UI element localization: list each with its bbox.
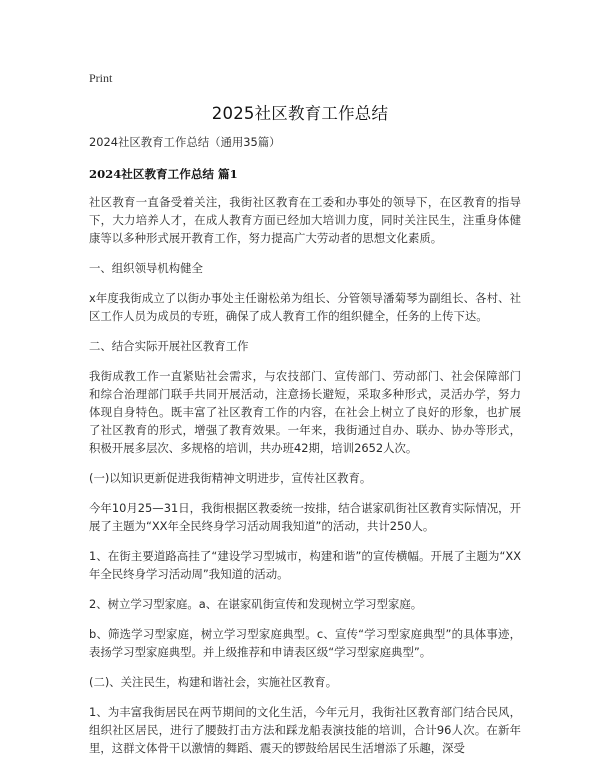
paragraph-culture: 1、为丰富我街居民在两节期间的文化生活，今年元月，我街社区教育部门结合民风，组织社区居民，进行了腰鼓打击方法和踩龙船表演技能的培训，合计96人次。在新年里，这群文体骨干以激情的舞蹈、震天的锣鼓给居民生活增添了乐趣，深受: [89, 705, 521, 755]
paragraph-organization: x年度我街成立了以街办事处主任谢松弟为组长、分管领导潘菊琴为副组长、各村、社区工作人员为成员的专班，确保了成人教育工作的组织健全，任务的上传下达。: [89, 291, 521, 323]
document-title: 2025社区教育工作总结: [211, 104, 389, 123]
paragraph-learning-family: 2、树立学习型家庭。a、在谌家矶街宣传和发现树立学习型家庭。: [89, 597, 423, 611]
document-subtitle: 2024社区教育工作总结（通用35篇）: [89, 135, 281, 149]
subheading-livelihood: (二)、关注民生，构建和谐社会，实施社区教育。: [89, 675, 338, 689]
document-body: [89, 133, 521, 769]
paragraph-banner: 1、在街主要道路高挂了“建设学习型城市，构建和谐”的宣传横幅。开展了主题为“XX年全民终身学习活动周”我知道的活动。: [89, 549, 521, 581]
subheading-knowledge: (一)以知识更新促进我街精神文明进步，宣传社区教育。: [89, 471, 372, 485]
heading-practice: 二、结合实际开展社区教育工作: [89, 339, 249, 353]
paragraph-activity-week: 今年10月25—31日，我街根据区教委统一按排，结合谌家矶街社区教育实际情况，开展了主题为“XX年全民终身学习活动周我知道”的活动，共计250人。: [89, 501, 521, 533]
paragraph-family-model: b、筛选学习型家庭，树立学习型家庭典型。c、宣传“学习型家庭典型”的具体事迹，表扬学习型家庭典型。并上级推荐和申请表区级“学习型家庭典型”。: [89, 627, 521, 659]
paragraph-intro: 社区教育一直备受着关注，我街社区教育在工委和办事处的领导下，在区教育的指导下，大力培养人才，在成人教育方面已经加大培训力度，同时关注民生，注重身体健康等以多种形式展开教育工作，努力提高广大劳动者的思想文化素质。: [89, 195, 521, 245]
paragraph-practice: 我街成教工作一直紧贴社会需求，与农技部门、宣传部门、劳动部门、社会保障部门和综合治理部门联手共同开展活动，注意扬长避短，采取多种形式，灵活办学，努力体现自身特色。既丰富了社区教育工作的内容，在社会上树立了良好的形象，也扩展了社区教育的形式，增强了教育效果。一年来，我街通过自办、联办、协办等形式，积极开展多层次、多规格的培训，共办班42期，培训2652人次。: [89, 369, 521, 455]
section-heading: 2024社区教育工作总结 篇1: [89, 167, 238, 181]
heading-organization: 一、组织领导机构健全: [89, 261, 203, 275]
print-link[interactable]: Print: [89, 71, 113, 85]
